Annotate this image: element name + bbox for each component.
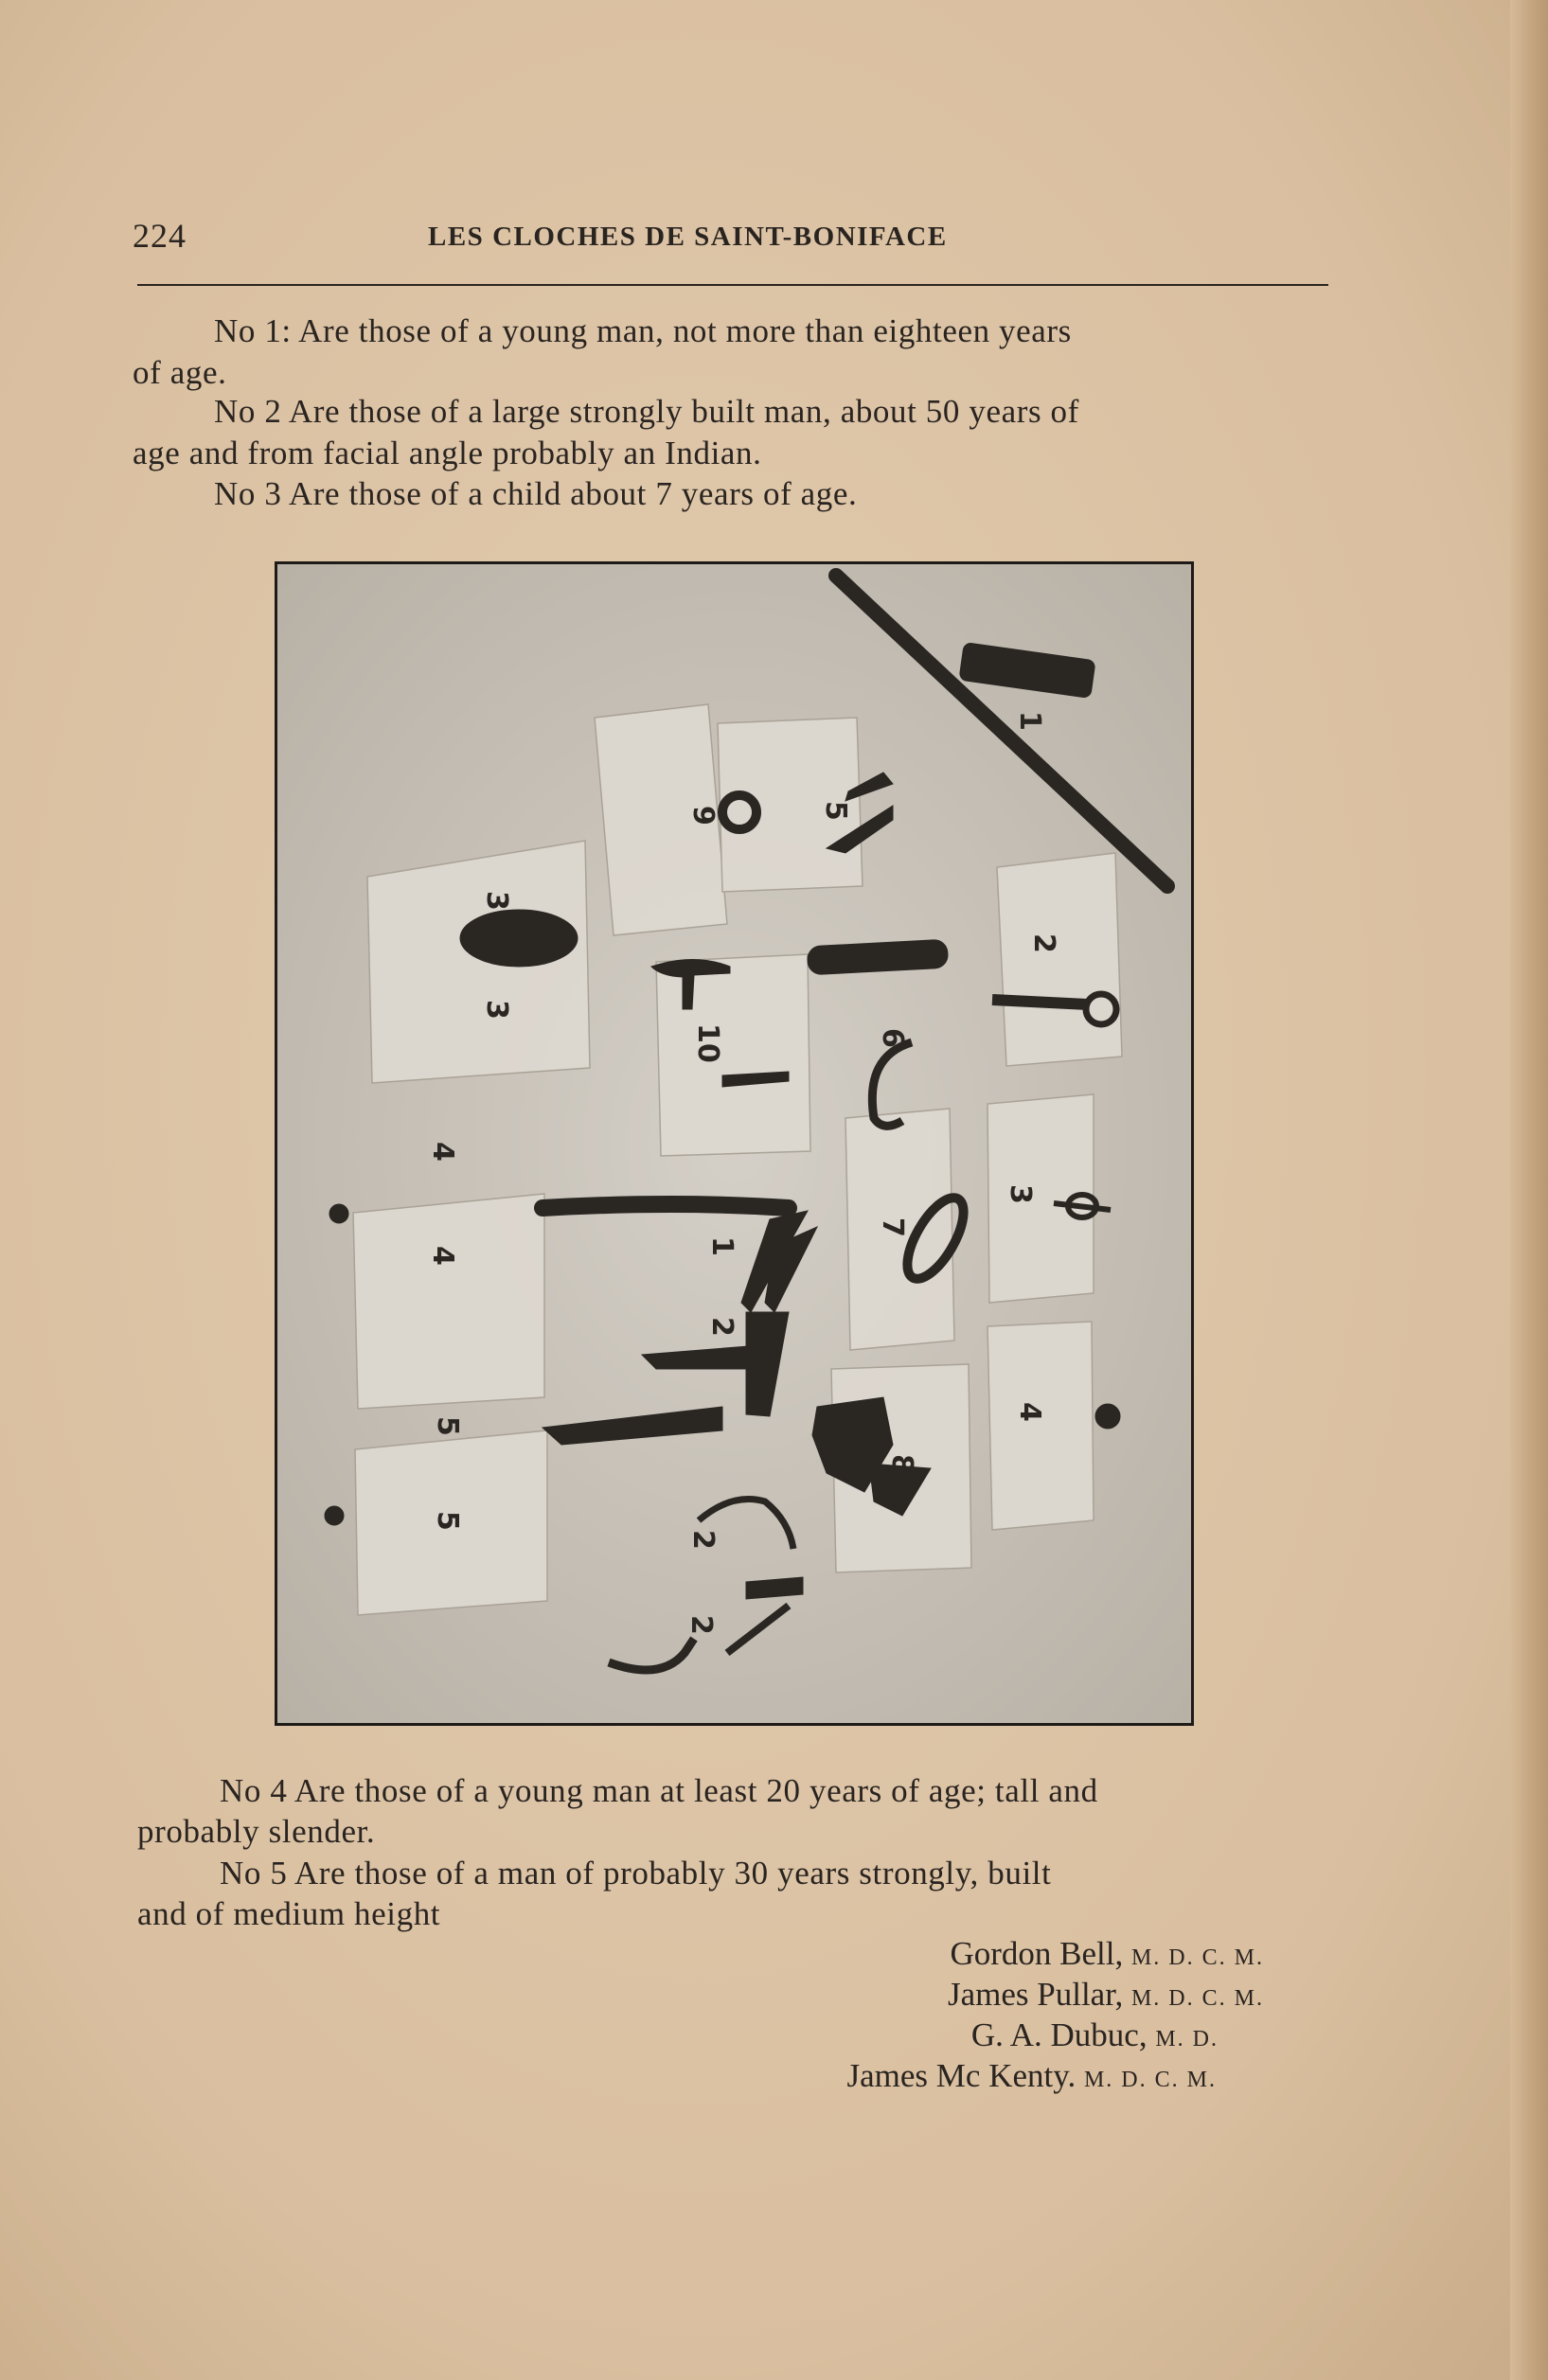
page-header <box>133 216 1327 263</box>
text-line: and of medium height <box>137 1895 441 1932</box>
oval-artifact <box>460 910 578 967</box>
text-line: No 1: Are those of a young man, not more than eighteen years <box>214 312 1072 349</box>
signature-line <box>847 2055 1217 2101</box>
text-line: of age. <box>133 354 227 391</box>
photo-label: 3 <box>1004 1184 1037 1204</box>
artifacts-photo-drawing <box>277 564 1191 1723</box>
photo-label: 1 <box>705 1236 738 1256</box>
photo-label: 7 <box>876 1217 909 1237</box>
signature-name: Gordon Bell, <box>950 1935 1124 1972</box>
signature-degree: M. D. <box>1155 2027 1219 2051</box>
artifacts-photograph <box>275 561 1194 1726</box>
photo-label: 5 <box>819 801 852 821</box>
header-rule <box>137 284 1328 286</box>
photo-label: 4 <box>1013 1402 1046 1422</box>
photo-label: 4 <box>426 1246 459 1266</box>
page-spine-edge <box>1510 0 1548 2380</box>
text-line: age and from facial angle probably an Indian. <box>133 435 762 471</box>
photo-label: 8 <box>885 1454 918 1474</box>
photo-label: 5 <box>431 1511 464 1531</box>
text-line: No 4 Are those of a young man at least 20 years of age; tall and <box>220 1772 1098 1809</box>
photo-label: 10 <box>691 1023 724 1063</box>
photo-label: 5 <box>431 1416 464 1436</box>
photo-label: 1 <box>1013 711 1046 731</box>
signature-name: G. A. Dubuc, <box>970 2016 1148 2053</box>
photo-label: 2 <box>685 1615 718 1635</box>
text-line: No 5 Are those of a man of probably 30 years strongly, built <box>220 1855 1052 1892</box>
text-line: No 2 Are those of a large strongly built man, about 50 years of <box>214 393 1079 430</box>
signature-degree: M. D. C. M. <box>1130 1986 1264 2011</box>
photo-label: 4 <box>426 1142 459 1162</box>
photo-label: 3 <box>480 1000 513 1020</box>
signature-line <box>950 1933 1264 1979</box>
photo-label: 9 <box>686 806 720 826</box>
running-title: LES CLOCHES DE SAINT-BONIFACE <box>428 222 948 252</box>
photo-label: 2 <box>686 1530 720 1550</box>
page-number: 224 <box>133 217 187 255</box>
photo-label: 2 <box>1027 933 1060 953</box>
signature-line <box>948 1974 1264 2019</box>
photo-label: 3 <box>480 891 513 911</box>
signature-name: James Mc Kenty. <box>846 2057 1076 2094</box>
signature-name: James Pullar, <box>947 1976 1124 2013</box>
signature-degree: M. D. C. M. <box>1083 2068 1217 2092</box>
text-line: No 3 Are those of a child about 7 years of age. <box>214 475 858 512</box>
photo-label: 2 <box>705 1317 738 1337</box>
photo-label: 6 <box>876 1028 909 1048</box>
signature-line <box>971 2015 1219 2060</box>
text-line: probably slender. <box>137 1813 376 1850</box>
signature-degree: M. D. C. M. <box>1130 1945 1264 1970</box>
